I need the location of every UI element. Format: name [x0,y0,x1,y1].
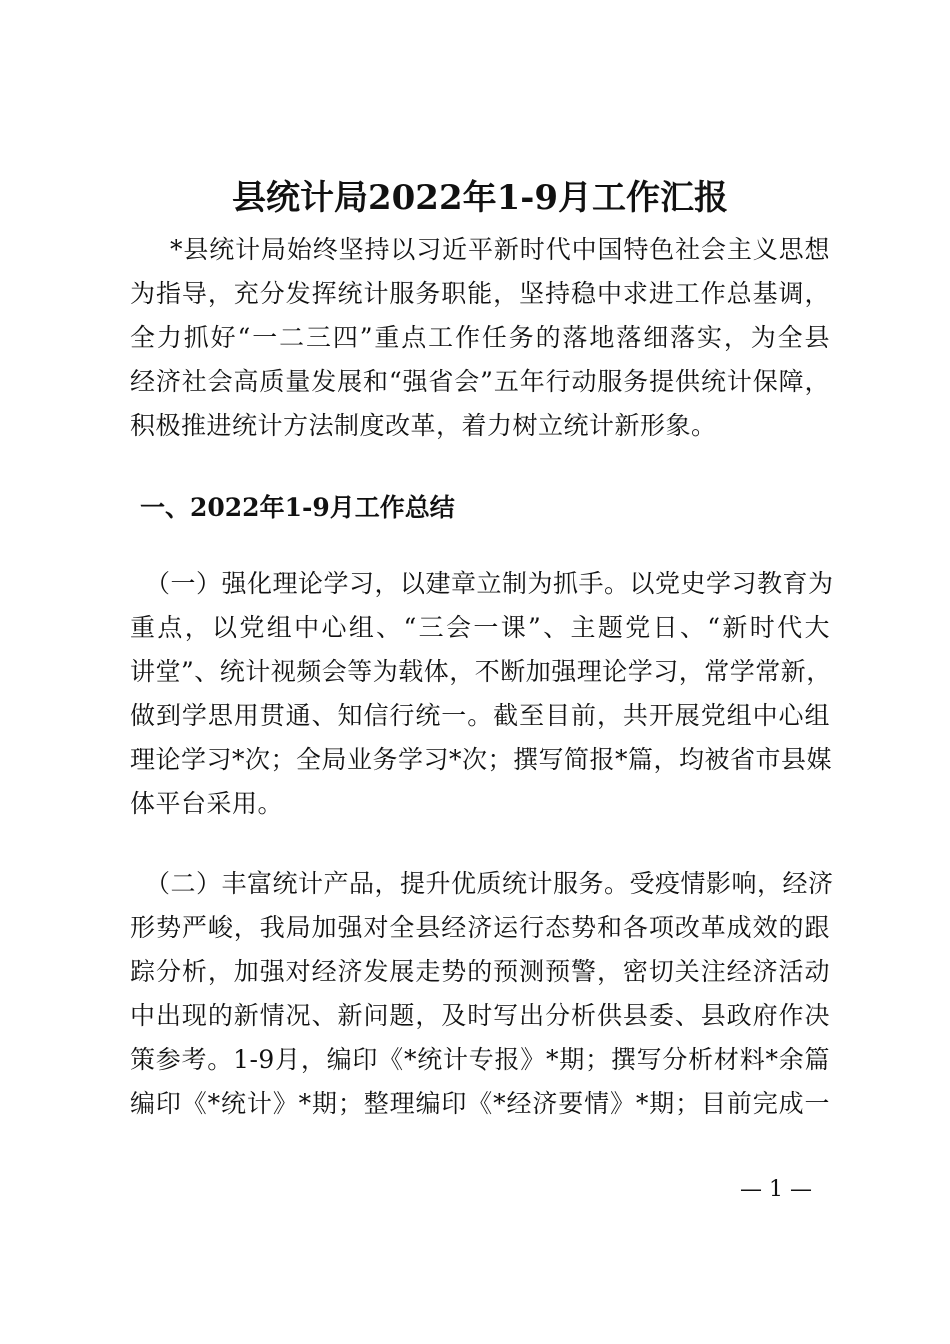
page-number: — 1 — [740,1177,812,1202]
paragraph-line: （一）强化理论学习，以建章立制为抓手。以党史学习教育为 [145,569,834,598]
paragraph-line: 策参考。1-9月，编印《*统计专报》*期；撰写分析材料*余篇 [130,1045,830,1074]
paragraph-line: 讲堂”、统计视频会等为载体，不断加强理论学习，常学常新， [130,657,832,686]
paragraph-line: 体平台采用。 [130,789,284,818]
paragraph-line: 编印《*统计》*期；整理编印《*经济要情》*期；目前完成一 [130,1089,830,1118]
intro-line: 全力抓好“一二三四”重点工作任务的落地落细落实，为全县 [130,323,830,352]
paragraph-line: 理论学习*次；全局业务学习*次；撰写简报*篇，均被省市县媒 [130,745,833,774]
document-title: 县统计局2022年1-9月工作汇报 [231,178,729,218]
paragraph-line: 重点，以党组中心组、“三会一课”、主题党日、“新时代大 [130,613,830,642]
paragraph-line: 中出现的新情况、新问题，及时写出分析供县委、县政府作决 [130,1001,830,1030]
paragraph-line: 踪分析，加强对经济发展走势的预测预警，密切关注经济活动 [130,957,830,986]
intro-line: 经济社会高质量发展和“强省会”五年行动服务提供统计保障， [130,367,830,396]
section-heading: 一、2022年1-9月工作总结 [140,493,455,522]
paragraph-line: 做到学思用贯通、知信行统一。截至目前，共开展党组中心组 [130,701,830,730]
intro-line: 为指导，充分发挥统计服务职能，坚持稳中求进工作总基调， [130,279,830,308]
paragraph-line: 形势严峻，我局加强对全县经济运行态势和各项改革成效的跟 [130,913,830,942]
paragraph-line: （二）丰富统计产品，提升优质统计服务。受疫情影响，经济 [145,869,834,898]
intro-line: *县统计局始终坚持以习近平新时代中国特色社会主义思想 [170,235,830,264]
intro-line: 积极推进统计方法制度改革，着力树立统计新形象。 [130,411,717,440]
